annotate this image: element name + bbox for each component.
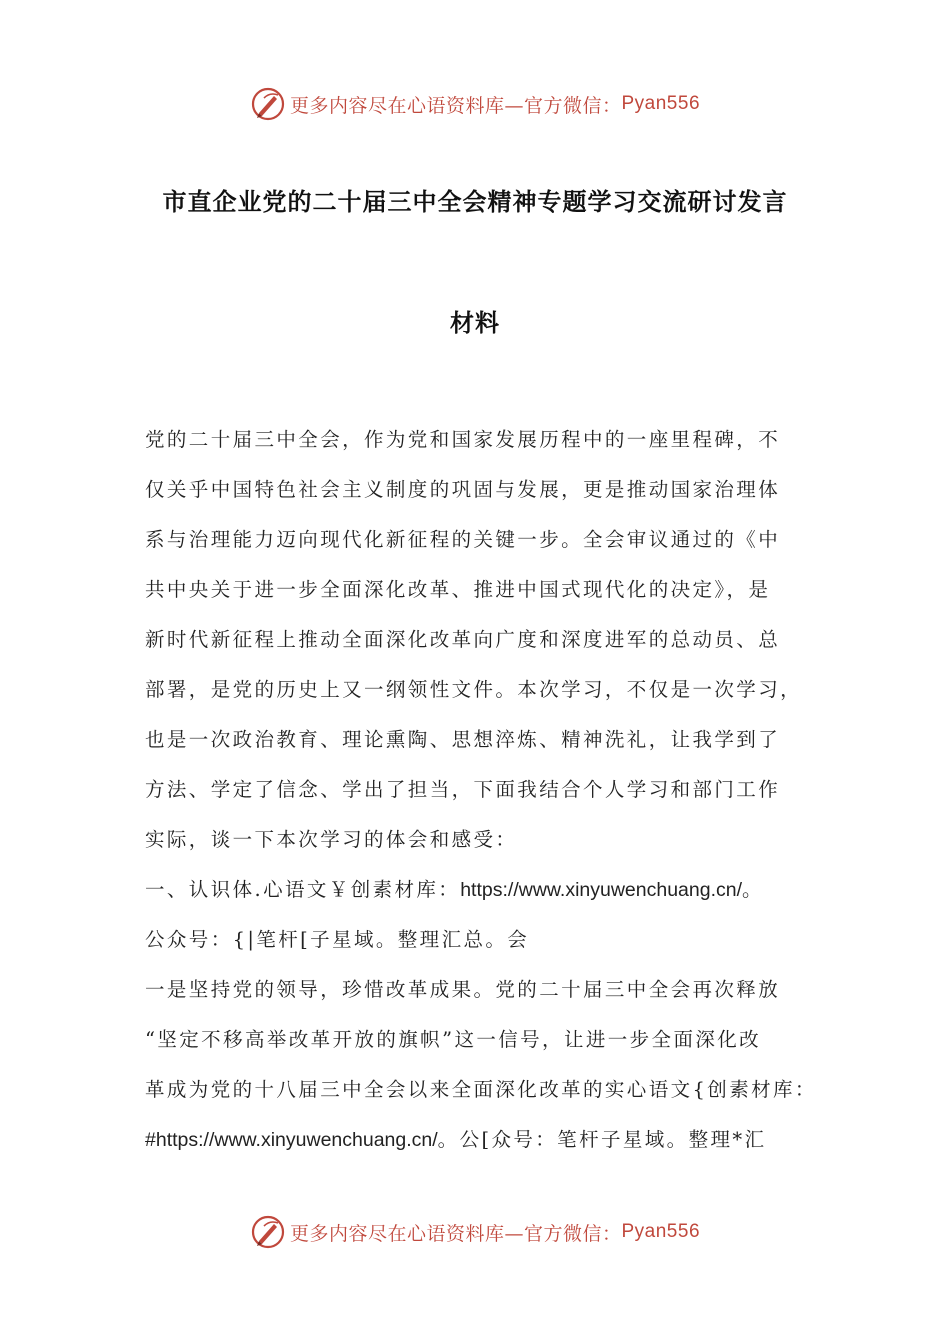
document-body (145, 415, 817, 1165)
body-line: 革成为党的十八届三中全会以来全面深化改革的实心语文{创素材库： (145, 1078, 817, 1101)
source-url: https://www.xinyuwenchuang.cn/ (460, 879, 743, 901)
document-title-line-1: 市直企业党的二十届三中全会精神专题学习交流研讨发言 (162, 188, 788, 216)
body-line-with-url (145, 1115, 813, 1165)
body-line: 公众号：{|笔杆[子星域。整理汇总。会 (145, 928, 530, 951)
watermark-text: 更多内容尽在心语资料库—官方微信： (289, 94, 622, 117)
body-line: 也是一次政治教育、理论熏陶、思想淬炼、精神洗礼，让我学到了 (145, 728, 781, 751)
document-title-line-2: 材料 (450, 309, 500, 337)
body-line: 实际，谈一下本次学习的体会和感受： (145, 828, 518, 851)
body-line: 一是坚持党的领导，珍惜改革成果。党的二十届三中全会再次释放 (145, 978, 781, 1001)
pen-logo-icon (250, 1214, 286, 1250)
body-line-tail: 。公[众号：笔杆子星域。整理*汇 (437, 1128, 767, 1151)
body-line: 方法、学定了信念、学出了担当，下面我结合个人学习和部门工作 (145, 778, 781, 801)
body-line: 系与治理能力迈向现代化新征程的关键一步。全会审议通过的《中 (145, 528, 781, 551)
body-line: “坚定不移高举改革开放的旗帜”这一信号，让进一步全面深化改 (145, 1028, 762, 1051)
watermark-text: 更多内容尽在心语资料库—官方微信： (289, 1222, 622, 1245)
wechat-id: Pyan556 (621, 1221, 701, 1242)
watermark-banner-bottom (0, 1212, 950, 1252)
body-line: 部署，是党的历史上又一纲领性文件。本次学习，不仅是一次学习， (145, 678, 803, 701)
watermark-banner-top (0, 84, 950, 124)
pen-logo-icon (250, 86, 286, 122)
section-heading-end: 。 (742, 878, 764, 901)
section-heading-line (145, 865, 813, 915)
body-line: 仅关乎中国特色社会主义制度的巩固与发展，更是推动国家治理体 (145, 478, 781, 501)
body-line: 共中央关于进一步全面深化改革、推进中国式现代化的决定》，是 (145, 578, 771, 601)
wechat-id: Pyan556 (621, 93, 701, 114)
body-line: 新时代新征程上推动全面深化改革向广度和深度进军的总动员、总 (145, 628, 781, 651)
body-line: 党的二十届三中全会，作为党和国家发展历程中的一座里程碑，不 (145, 428, 781, 451)
source-url: #https://www.xinyuwenchuang.cn/ (145, 1129, 438, 1151)
section-heading-text: 一、认识体.心语文￥创素材库： (145, 878, 461, 901)
